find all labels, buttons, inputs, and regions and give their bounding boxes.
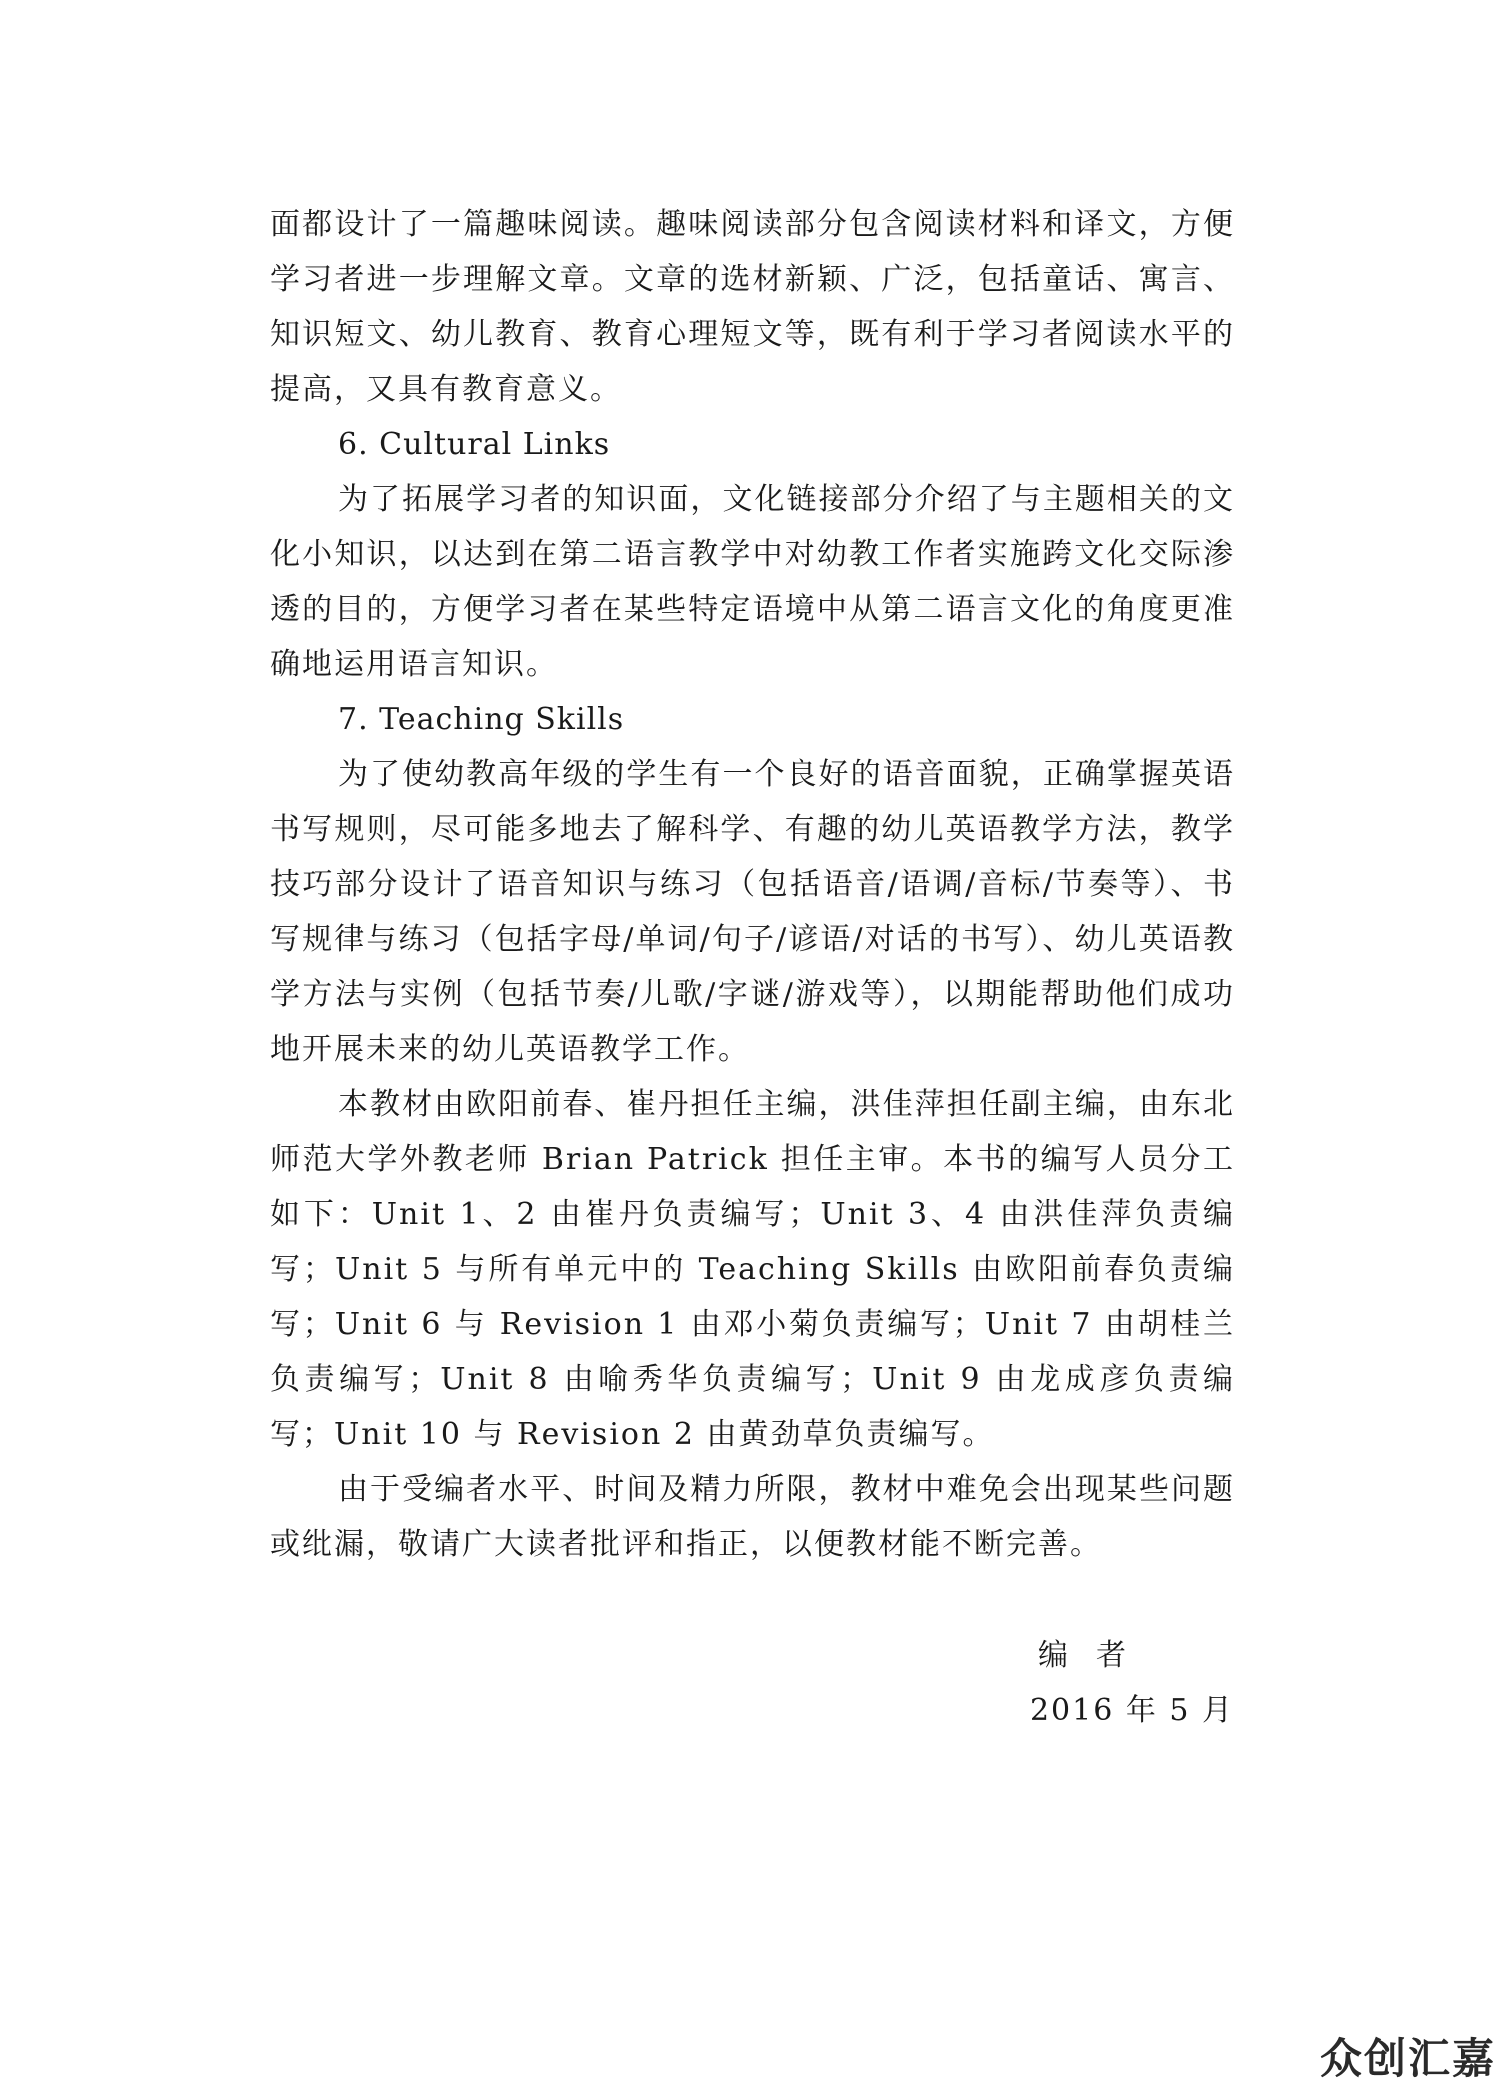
signature-author: 编者 xyxy=(1038,1638,1154,1673)
paragraph-cultural-links: 为了拓展学习者的知识面，文化链接部分介绍了与主题相关的文化小知识，以达到在第二语言教学中对幼教工作者实施跨文化交际渗透的目的，方便学习者在某些特定语境中从第二语言文化的角度更准确地运用语言知识。 xyxy=(270,482,1235,682)
paragraph-teaching-skills: 为了使幼教高年级的学生有一个良好的语音面貌，正确掌握英语书写规则，尽可能多地去了解科学、有趣的幼儿英语教学方法，教学技巧部分设计了语音知识与练习（包括语音/语调/音标/节奏等）、书写规律与练习（包括字母/单词/句子/谚语/对话的书写）、幼儿英语教学方法与实例（包括节奏/儿歌/字谜/游戏等），以期能帮助他们成功地开展未来的幼儿英语教学工作。 xyxy=(270,757,1235,1067)
signature-block xyxy=(1030,1628,1234,1738)
signature-date: 2016 年 5 月 xyxy=(1029,1693,1234,1728)
body-text xyxy=(270,197,1235,1572)
heading-teaching-skills: 7. Teaching Skills xyxy=(338,702,625,737)
watermark-logo: 众创汇嘉 xyxy=(1319,2034,1496,2083)
paragraph-editors: 本教材由欧阳前春、崔丹担任主编，洪佳萍担任副主编，由东北师范大学外教老师 Brian Patrick 担任主审。本书的编写人员分工如下：Unit 1、2 由崔丹负责编写；Unit 3、4 由洪佳萍负责编写；Unit 5 与所有单元中的 Teaching Skills 由欧阳前春负责编写；Unit 6 与 Revision 1 由邓小菊负责编写；Unit 7 由胡桂兰负责编写；Unit 8 由喻秀华负责编写；Unit 9 由龙成彦负责编写；Unit 10 与 Revision 2 由黄劲草负责编写。 xyxy=(270,1087,1235,1452)
paragraph-reading: 面都设计了一篇趣味阅读。趣味阅读部分包含阅读材料和译文，方便学习者进一步理解文章。文章的选材新颖、广泛，包括童话、寓言、知识短文、幼儿教育、教育心理短文等，既有利于学习者阅读水平的提高，又具有教育意义。 xyxy=(270,207,1235,407)
paragraph-closing: 由于受编者水平、时间及精力所限，教材中难免会出现某些问题或纰漏，敬请广大读者批评和指正，以便教材能不断完善。 xyxy=(270,1472,1235,1562)
heading-cultural-links: 6. Cultural Links xyxy=(338,427,611,462)
